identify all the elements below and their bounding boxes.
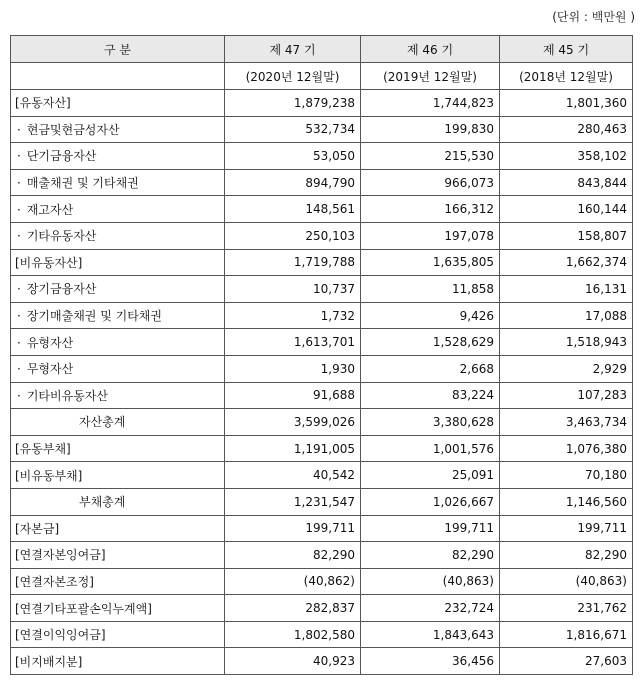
table-row bbox=[11, 249, 633, 276]
value-cell: 40,542 bbox=[225, 462, 361, 489]
value-cell: 215,530 bbox=[361, 143, 500, 170]
value-cell: 1,613,701 bbox=[225, 329, 361, 356]
value-cell: 1,518,943 bbox=[500, 329, 633, 356]
table-row bbox=[11, 222, 633, 249]
table-row bbox=[11, 409, 633, 436]
value-cell: 158,807 bbox=[500, 222, 633, 249]
value-cell: 10,737 bbox=[225, 276, 361, 303]
value-cell: 1,816,671 bbox=[500, 621, 633, 648]
row-label-text: [비지배지분] bbox=[15, 654, 83, 669]
row-label bbox=[11, 409, 225, 436]
value-cell: 843,844 bbox=[500, 169, 633, 196]
financial-table bbox=[10, 35, 633, 675]
value-cell: 2,929 bbox=[500, 355, 633, 382]
value-cell: 1,528,629 bbox=[361, 329, 500, 356]
table-row bbox=[11, 568, 633, 595]
table-row bbox=[11, 542, 633, 569]
header-date: (2019년 12월말) bbox=[361, 63, 500, 90]
row-label bbox=[11, 542, 225, 569]
value-cell: 3,463,734 bbox=[500, 409, 633, 436]
value-cell: 70,180 bbox=[500, 462, 633, 489]
row-label-text: [연결자본조정] bbox=[15, 574, 94, 589]
bullet-icon: · bbox=[17, 388, 21, 403]
value-cell: 232,724 bbox=[361, 595, 500, 622]
row-label bbox=[11, 621, 225, 648]
bullet-icon: · bbox=[17, 202, 21, 217]
value-cell: 91,688 bbox=[225, 382, 361, 409]
table-row bbox=[11, 329, 633, 356]
value-cell: 3,599,026 bbox=[225, 409, 361, 436]
row-label bbox=[11, 648, 225, 675]
row-label-text: 자산총계 bbox=[79, 415, 126, 430]
value-cell: (40,863) bbox=[500, 568, 633, 595]
value-cell: 1,001,576 bbox=[361, 435, 500, 462]
header-period: 제 47 기 bbox=[225, 36, 361, 63]
value-cell: 53,050 bbox=[225, 143, 361, 170]
value-cell: 282,837 bbox=[225, 595, 361, 622]
value-cell: 40,923 bbox=[225, 648, 361, 675]
bullet-icon: · bbox=[17, 335, 21, 350]
value-cell: 199,711 bbox=[500, 515, 633, 542]
value-cell: 3,380,628 bbox=[361, 409, 500, 436]
value-cell: 148,561 bbox=[225, 196, 361, 223]
value-cell: 36,456 bbox=[361, 648, 500, 675]
table-row bbox=[11, 116, 633, 143]
value-cell: 25,091 bbox=[361, 462, 500, 489]
value-cell: 166,312 bbox=[361, 196, 500, 223]
value-cell: 1,879,238 bbox=[225, 90, 361, 117]
table-row bbox=[11, 196, 633, 223]
row-label-text: 무형자산 bbox=[26, 362, 74, 377]
row-label bbox=[11, 515, 225, 542]
value-cell: 1,076,380 bbox=[500, 435, 633, 462]
row-label-text: 재고자산 bbox=[26, 202, 74, 217]
value-cell: 966,073 bbox=[361, 169, 500, 196]
value-cell: 199,711 bbox=[225, 515, 361, 542]
row-label-text: [자본금] bbox=[15, 521, 60, 536]
row-label-text: [유동자산] bbox=[15, 96, 71, 111]
row-label bbox=[11, 462, 225, 489]
row-label bbox=[11, 595, 225, 622]
value-cell: 107,283 bbox=[500, 382, 633, 409]
value-cell: 160,144 bbox=[500, 196, 633, 223]
bullet-icon: · bbox=[17, 309, 21, 324]
bullet-icon: · bbox=[17, 122, 21, 137]
row-label-text: [유동부채] bbox=[15, 442, 71, 457]
value-cell: 82,290 bbox=[500, 542, 633, 569]
value-cell: 1,635,805 bbox=[361, 249, 500, 276]
value-cell: 250,103 bbox=[225, 222, 361, 249]
table-row bbox=[11, 90, 633, 117]
header-row bbox=[11, 36, 633, 63]
table-row bbox=[11, 515, 633, 542]
value-cell: 82,290 bbox=[225, 542, 361, 569]
row-label bbox=[11, 90, 225, 117]
value-cell: (40,862) bbox=[225, 568, 361, 595]
row-label bbox=[11, 143, 225, 170]
row-label bbox=[11, 276, 225, 303]
value-cell: 199,830 bbox=[361, 116, 500, 143]
row-label bbox=[11, 116, 225, 143]
row-label bbox=[11, 302, 225, 329]
header-period: 제 45 기 bbox=[500, 36, 633, 63]
value-cell: 1,231,547 bbox=[225, 488, 361, 515]
value-cell: 1,802,580 bbox=[225, 621, 361, 648]
row-label-text: 현금및현금성자산 bbox=[26, 122, 120, 137]
row-label-text: [연결기타포괄손익누계액] bbox=[15, 601, 152, 616]
bullet-icon: · bbox=[17, 149, 21, 164]
value-cell: 1,662,374 bbox=[500, 249, 633, 276]
row-label-text: 기타비유동자산 bbox=[26, 388, 108, 403]
value-cell: 197,078 bbox=[361, 222, 500, 249]
value-cell: (40,863) bbox=[361, 568, 500, 595]
row-label bbox=[11, 568, 225, 595]
value-cell: 1,026,667 bbox=[361, 488, 500, 515]
table-row bbox=[11, 355, 633, 382]
value-cell: 1,801,360 bbox=[500, 90, 633, 117]
value-cell: 17,088 bbox=[500, 302, 633, 329]
table-row bbox=[11, 462, 633, 489]
row-label bbox=[11, 249, 225, 276]
value-cell: 358,102 bbox=[500, 143, 633, 170]
value-cell: 1,146,560 bbox=[500, 488, 633, 515]
table-row bbox=[11, 302, 633, 329]
header-date: (2020년 12월말) bbox=[225, 63, 361, 90]
row-label-text: 장기금융자산 bbox=[26, 282, 97, 297]
row-label-text: 단기금융자산 bbox=[26, 149, 97, 164]
row-label-text: 기타유동자산 bbox=[26, 229, 97, 244]
table-row bbox=[11, 382, 633, 409]
bullet-icon: · bbox=[17, 176, 21, 191]
table-row bbox=[11, 621, 633, 648]
header-date-row bbox=[11, 63, 633, 90]
header-blank-cell bbox=[11, 63, 225, 90]
row-label-text: 매출채권 및 기타채권 bbox=[26, 176, 139, 191]
row-label bbox=[11, 488, 225, 515]
value-cell: 16,131 bbox=[500, 276, 633, 303]
value-cell: 1,732 bbox=[225, 302, 361, 329]
value-cell: 1,719,788 bbox=[225, 249, 361, 276]
value-cell: 1,191,005 bbox=[225, 435, 361, 462]
value-cell: 894,790 bbox=[225, 169, 361, 196]
row-label-text: 유형자산 bbox=[26, 335, 74, 350]
row-label bbox=[11, 382, 225, 409]
row-label-text: [비유동자산] bbox=[15, 255, 83, 270]
table-row bbox=[11, 435, 633, 462]
value-cell: 532,734 bbox=[225, 116, 361, 143]
table-row bbox=[11, 595, 633, 622]
row-label-text: [연결자본잉여금] bbox=[15, 548, 106, 563]
value-cell: 1,744,823 bbox=[361, 90, 500, 117]
row-label bbox=[11, 435, 225, 462]
value-cell: 199,711 bbox=[361, 515, 500, 542]
value-cell: 27,603 bbox=[500, 648, 633, 675]
value-cell: 280,463 bbox=[500, 116, 633, 143]
value-cell: 1,843,643 bbox=[361, 621, 500, 648]
row-label bbox=[11, 222, 225, 249]
row-label bbox=[11, 355, 225, 382]
value-cell: 1,930 bbox=[225, 355, 361, 382]
row-label-text: 장기매출채권 및 기타채권 bbox=[26, 309, 162, 324]
row-label-text: 부채총계 bbox=[79, 495, 126, 510]
value-cell: 9,426 bbox=[361, 302, 500, 329]
bullet-icon: · bbox=[17, 229, 21, 244]
unit-label: (단위 : 백만원 ) bbox=[552, 10, 635, 24]
value-cell: 83,224 bbox=[361, 382, 500, 409]
bullet-icon: · bbox=[17, 282, 21, 297]
row-label-text: [비유동부채] bbox=[15, 468, 83, 483]
table-row bbox=[11, 276, 633, 303]
value-cell: 11,858 bbox=[361, 276, 500, 303]
value-cell: 2,668 bbox=[361, 355, 500, 382]
table-body bbox=[11, 90, 633, 675]
row-label bbox=[11, 169, 225, 196]
header-category: 구 분 bbox=[11, 36, 225, 63]
row-label bbox=[11, 196, 225, 223]
header-period: 제 46 기 bbox=[361, 36, 500, 63]
header-date: (2018년 12월말) bbox=[500, 63, 633, 90]
row-label bbox=[11, 329, 225, 356]
row-label-text: [연결이익잉여금] bbox=[15, 628, 106, 643]
table-row bbox=[11, 488, 633, 515]
bullet-icon: · bbox=[17, 362, 21, 377]
table-row bbox=[11, 648, 633, 675]
table-row bbox=[11, 143, 633, 170]
value-cell: 82,290 bbox=[361, 542, 500, 569]
value-cell: 231,762 bbox=[500, 595, 633, 622]
table-row bbox=[11, 169, 633, 196]
